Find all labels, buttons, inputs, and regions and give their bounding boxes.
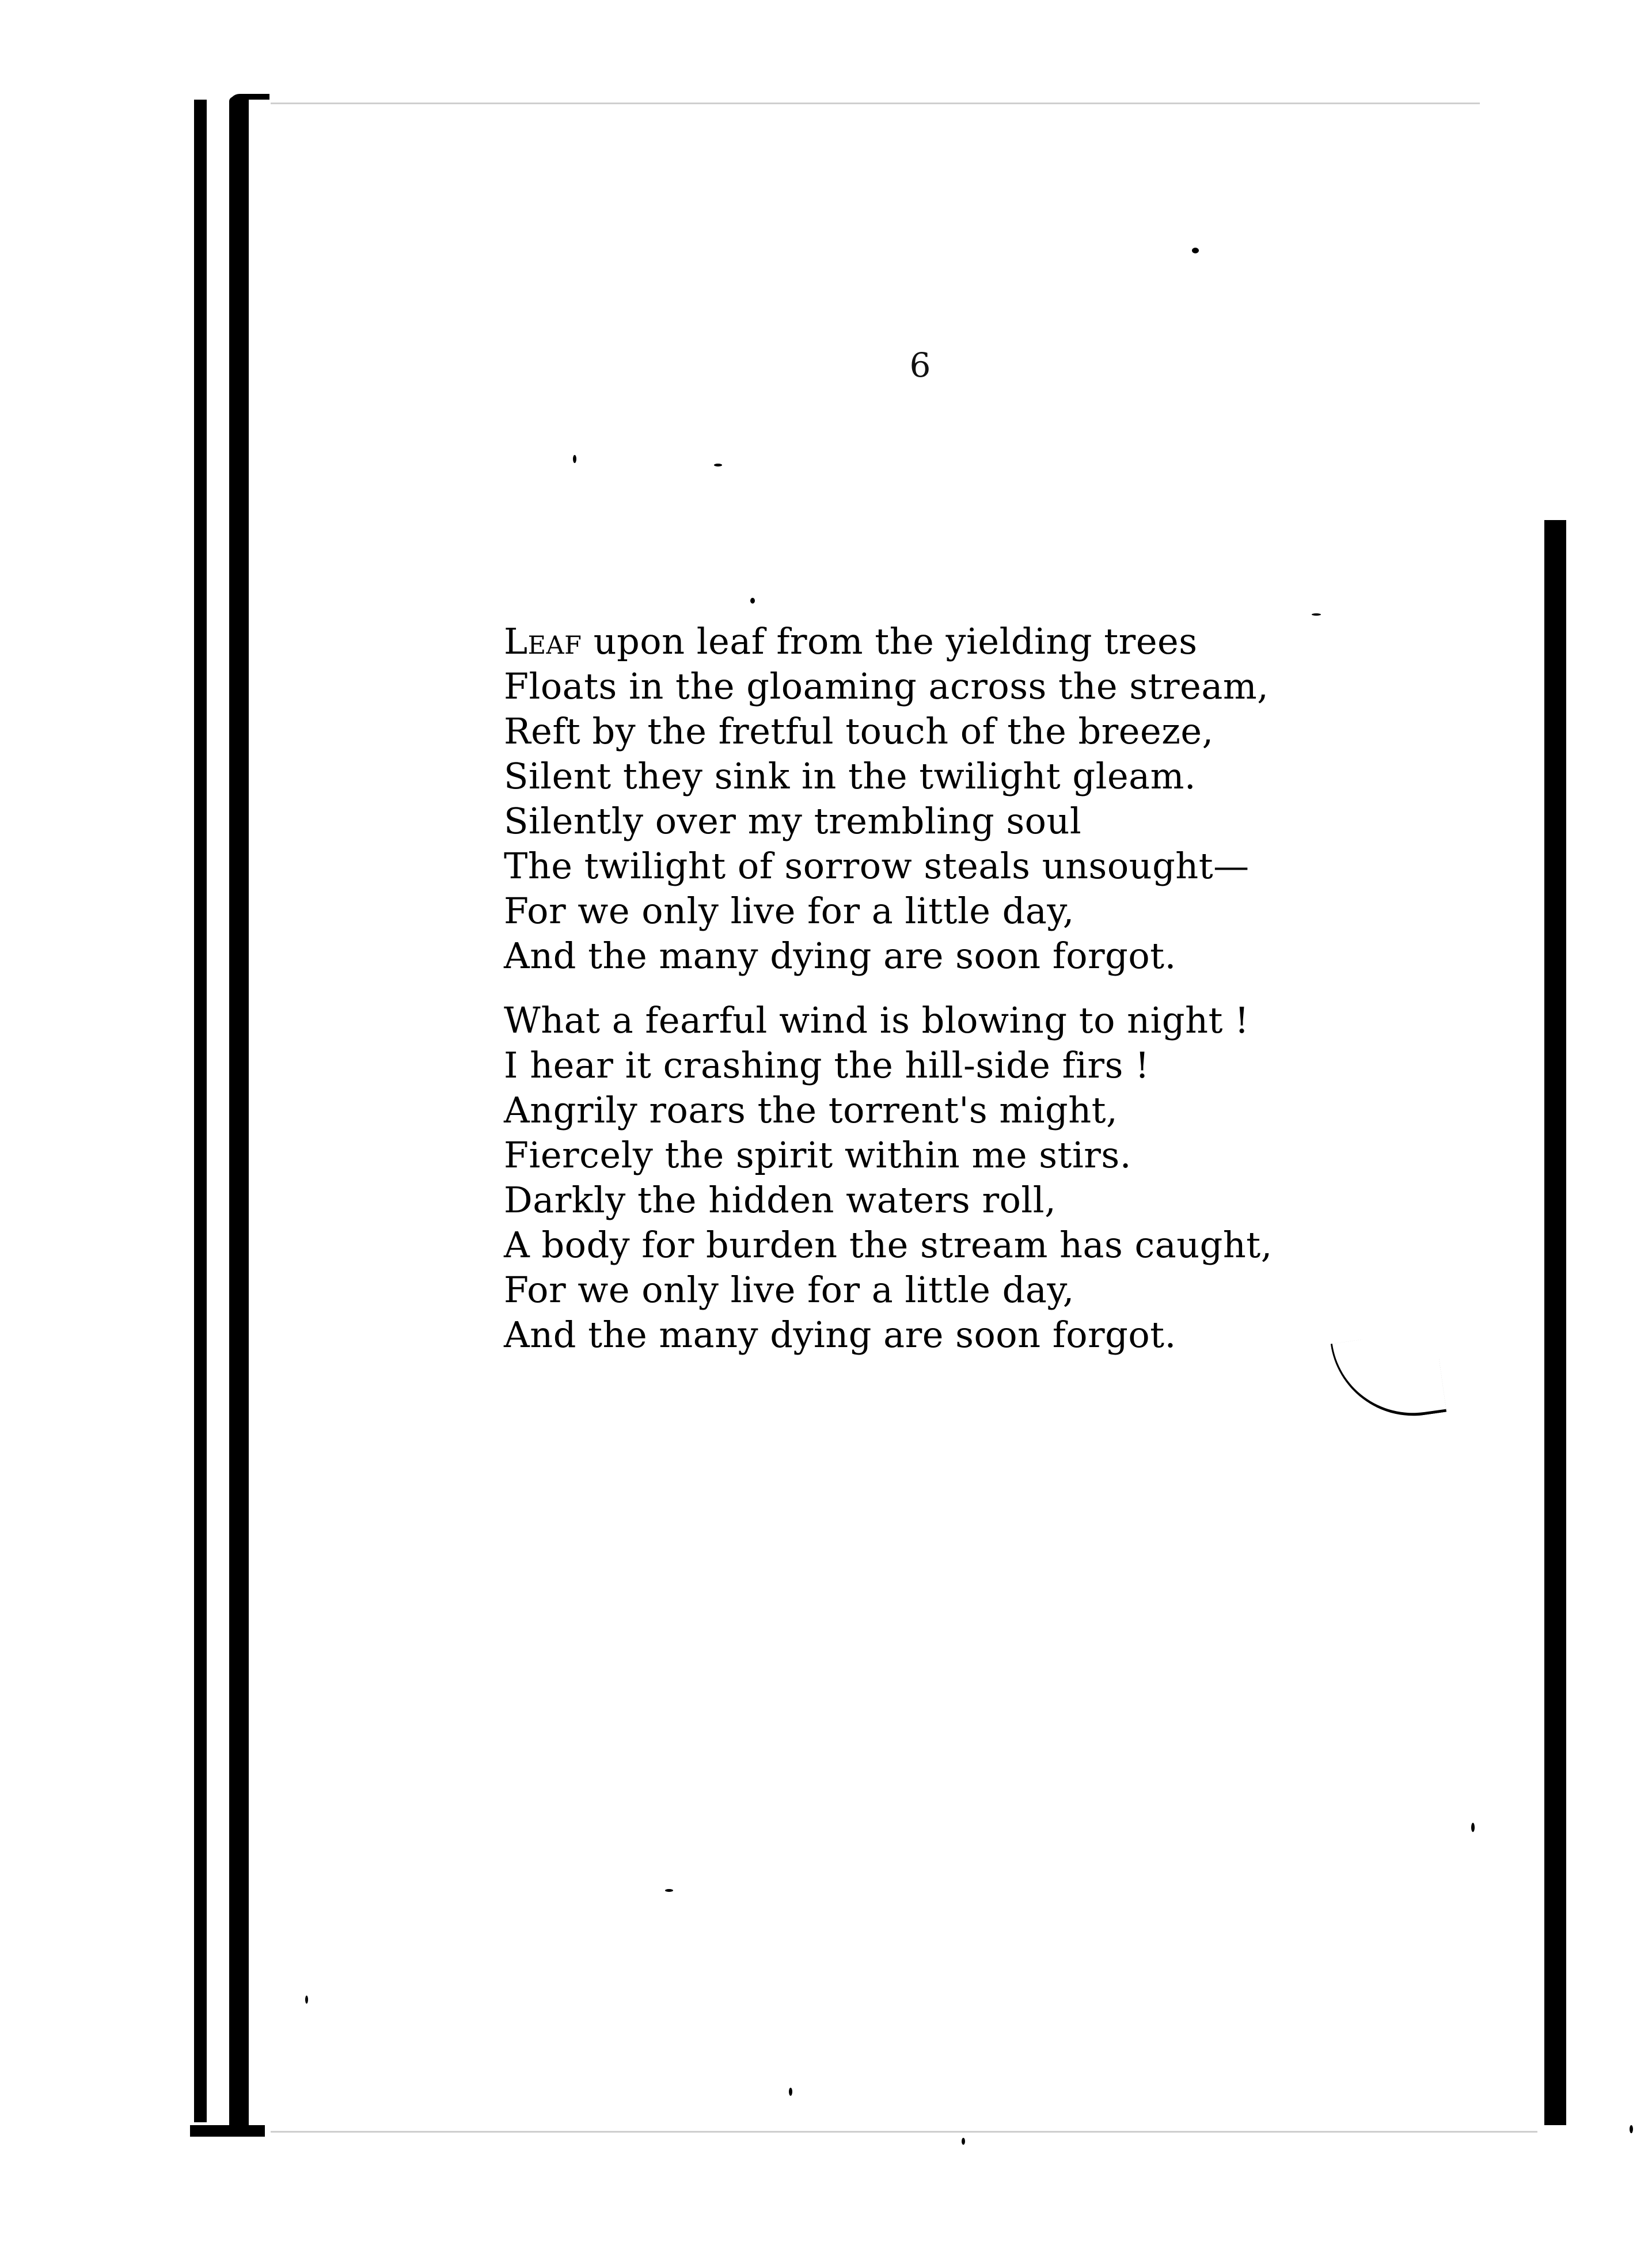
poem-line: For we only live for a little day, [504, 890, 1074, 932]
poem-line: Reft by the fretful touch of the breeze, [504, 710, 1214, 752]
stanza-1 [504, 619, 1402, 978]
poem-line: And the many dying are soon forgot. [504, 935, 1176, 977]
scan-speck [1471, 1823, 1475, 1832]
scan-speck [665, 1889, 673, 1892]
scan-speck [1312, 613, 1321, 616]
scan-bottom-line [271, 2131, 1537, 2133]
poem-line: Leaf upon leaf from the yielding trees [504, 620, 1198, 662]
scan-speck [573, 455, 576, 463]
poem-line: Silently over my trembling soul [504, 800, 1082, 842]
poem-line: Floats in the gloaming across the stream, [504, 665, 1269, 707]
poem-line: Silent they sink in the twilight gleam. [504, 755, 1197, 797]
page-number: 6 [909, 346, 931, 385]
poem-line: A body for burden the stream has caught, [504, 1224, 1273, 1266]
poem-line: Angrily roars the torrent's might, [504, 1089, 1118, 1131]
scan-speck [750, 598, 755, 604]
stanza-2 [504, 998, 1402, 1357]
poem-line: I hear it crashing the hill-side firs ! [504, 1044, 1150, 1086]
scan-speck [789, 2088, 792, 2096]
poem-line: For we only live for a little day, [504, 1269, 1074, 1311]
poem-line: Darkly the hidden waters roll, [504, 1179, 1057, 1221]
scan-top-line [271, 103, 1480, 104]
binding-edge-base [190, 2125, 265, 2137]
binding-edge-bar [229, 97, 249, 2131]
scan-speck [305, 1996, 308, 2004]
scan-speck [1549, 1659, 1557, 1662]
poem-line: The twilight of sorrow steals unsought— [504, 845, 1250, 887]
poem-line: What a fearful wind is blowing to night ! [504, 999, 1250, 1041]
scan-speck [1630, 2125, 1633, 2133]
poem-line: And the many dying are soon forgot. [504, 1314, 1176, 1356]
binding-edge-line [194, 100, 207, 2122]
scan-speck [714, 464, 722, 466]
page-edge-bar [1544, 520, 1566, 2125]
poem-line: Fiercely the spirit within me stirs. [504, 1134, 1131, 1176]
binding-edge-hook [229, 94, 269, 113]
opening-word: Leaf [504, 620, 582, 662]
scan-speck [962, 2138, 965, 2145]
poem [504, 619, 1402, 1357]
scan-speck [1192, 248, 1199, 253]
